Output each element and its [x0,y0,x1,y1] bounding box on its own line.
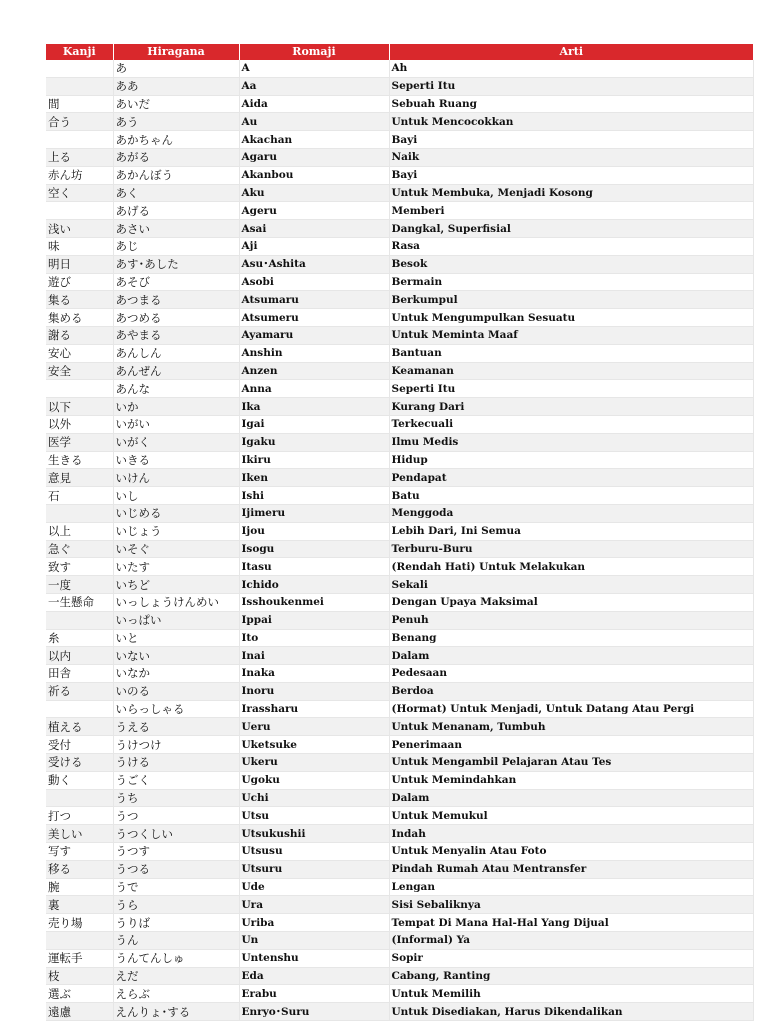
cell-romaji: Ueru [239,718,389,736]
cell-hiragana: あつめる [113,309,239,327]
cell-romaji: Utsu [239,807,389,825]
cell-arti: Indah [389,825,753,843]
cell-arti: Ah [389,60,753,77]
cell-hiragana: いっぱい [113,611,239,629]
cell-arti: Dalam [389,647,753,665]
header-kanji: Kanji [46,44,113,60]
cell-romaji: Atsumeru [239,309,389,327]
cell-romaji: Ito [239,629,389,647]
cell-kanji: 受ける [46,754,113,772]
cell-kanji: 植える [46,718,113,736]
cell-kanji: 糸 [46,629,113,647]
cell-romaji: Itasu [239,558,389,576]
cell-arti: Pedesaan [389,665,753,683]
cell-kanji: 以内 [46,647,113,665]
table-row [46,985,753,1003]
table-row [46,682,753,700]
cell-kanji [46,60,113,77]
cell-romaji: Agaru [239,148,389,166]
cell-hiragana: あかちゃん [113,131,239,149]
table-row [46,95,753,113]
cell-romaji: Aida [239,95,389,113]
cell-romaji: Inai [239,647,389,665]
cell-hiragana: うち [113,789,239,807]
cell-hiragana: えだ [113,967,239,985]
cell-kanji: 以上 [46,522,113,540]
cell-arti: Lebih Dari, Ini Semua [389,522,753,540]
cell-kanji: 打つ [46,807,113,825]
cell-romaji: Enryo･Suru [239,1003,389,1021]
cell-kanji [46,202,113,220]
cell-romaji: Aa [239,77,389,95]
cell-arti: Tempat Di Mana Hal-Hal Yang Dijual [389,914,753,932]
table-body [46,60,753,1021]
table-row [46,896,753,914]
cell-arti: Untuk Memilih [389,985,753,1003]
cell-kanji: 合う [46,113,113,131]
cell-hiragana: うら [113,896,239,914]
cell-arti: Untuk Mengumpulkan Sesuatu [389,309,753,327]
cell-hiragana: あんしん [113,344,239,362]
cell-hiragana: いじょう [113,522,239,540]
cell-romaji: Au [239,113,389,131]
cell-arti: Naik [389,148,753,166]
cell-romaji: Akanbou [239,166,389,184]
table-row [46,148,753,166]
cell-kanji [46,77,113,95]
cell-arti: Rasa [389,237,753,255]
cell-hiragana: いのる [113,682,239,700]
cell-hiragana: うんてんしゅ [113,949,239,967]
cell-romaji: Ude [239,878,389,896]
cell-kanji: 意見 [46,469,113,487]
table-row [46,362,753,380]
table-row [46,1003,753,1021]
cell-romaji: Ishi [239,487,389,505]
cell-hiragana: うつくしい [113,825,239,843]
cell-romaji: Ijimeru [239,504,389,522]
cell-arti: Seperti Itu [389,77,753,95]
table-row [46,647,753,665]
cell-arti: Bayi [389,131,753,149]
cell-romaji: Irassharu [239,700,389,718]
cell-arti: Seperti Itu [389,380,753,398]
cell-hiragana: いけん [113,469,239,487]
cell-kanji: 急ぐ [46,540,113,558]
cell-romaji: Ura [239,896,389,914]
cell-kanji: 浅い [46,220,113,238]
cell-hiragana: あそび [113,273,239,291]
cell-kanji: 安心 [46,344,113,362]
cell-romaji: Utsukushii [239,825,389,843]
table-row [46,736,753,754]
table-row [46,878,753,896]
cell-arti: Ilmu Medis [389,433,753,451]
cell-kanji: 移る [46,860,113,878]
table-row [46,166,753,184]
cell-arti: Lengan [389,878,753,896]
cell-arti: Hidup [389,451,753,469]
cell-arti: Penerimaan [389,736,753,754]
cell-hiragana: あいだ [113,95,239,113]
cell-arti: Sekali [389,576,753,594]
cell-kanji: 動く [46,771,113,789]
cell-romaji: Inoru [239,682,389,700]
cell-arti: Pindah Rumah Atau Mentransfer [389,860,753,878]
header-romaji: Romaji [239,44,389,60]
cell-romaji: Un [239,932,389,950]
cell-arti: Benang [389,629,753,647]
cell-romaji: Ippai [239,611,389,629]
cell-hiragana: あんぜん [113,362,239,380]
cell-romaji: Igai [239,415,389,433]
cell-arti: Untuk Memukul [389,807,753,825]
table-row [46,77,753,95]
cell-kanji: 明日 [46,255,113,273]
table-row [46,469,753,487]
table-row [46,398,753,416]
cell-hiragana: うえる [113,718,239,736]
cell-arti: Untuk Meminta Maaf [389,326,753,344]
cell-arti: Sisi Sebaliknya [389,896,753,914]
cell-romaji: Isshoukenmei [239,593,389,611]
cell-hiragana: うりば [113,914,239,932]
vocabulary-table [46,44,754,1021]
table-row [46,255,753,273]
table-row [46,504,753,522]
cell-arti: Kurang Dari [389,398,753,416]
table-row [46,700,753,718]
cell-hiragana: あんな [113,380,239,398]
table-header-row [46,44,753,60]
cell-arti: Untuk Mencocokkan [389,113,753,131]
table-row [46,433,753,451]
cell-romaji: Atsumaru [239,291,389,309]
cell-hiragana: いか [113,398,239,416]
cell-kanji: 上る [46,148,113,166]
cell-kanji: 祈る [46,682,113,700]
table-row [46,932,753,950]
cell-romaji: Iken [239,469,389,487]
table-row [46,825,753,843]
cell-romaji: Uchi [239,789,389,807]
cell-kanji: 遊び [46,273,113,291]
cell-kanji: 医学 [46,433,113,451]
cell-kanji: 生きる [46,451,113,469]
cell-hiragana: いらっしゃる [113,700,239,718]
cell-hiragana: えらぶ [113,985,239,1003]
table-row [46,914,753,932]
table-row [46,611,753,629]
cell-kanji: 売り場 [46,914,113,932]
cell-arti: Besok [389,255,753,273]
cell-hiragana: いきる [113,451,239,469]
cell-arti: Sebuah Ruang [389,95,753,113]
cell-kanji: 腕 [46,878,113,896]
cell-arti: Cabang, Ranting [389,967,753,985]
table-row [46,326,753,344]
cell-kanji: 集る [46,291,113,309]
table-row [46,576,753,594]
cell-hiragana: いっしょうけんめい [113,593,239,611]
table-row [46,967,753,985]
cell-kanji [46,789,113,807]
table-row [46,237,753,255]
cell-arti: Dengan Upaya Maksimal [389,593,753,611]
cell-kanji: 写す [46,843,113,861]
table-row [46,754,753,772]
cell-hiragana: いない [113,647,239,665]
cell-arti: Terkecuali [389,415,753,433]
table-row [46,771,753,789]
cell-hiragana: あかんぼう [113,166,239,184]
table-row [46,309,753,327]
cell-hiragana: あがる [113,148,239,166]
cell-hiragana: いがい [113,415,239,433]
cell-romaji: Ayamaru [239,326,389,344]
table-row [46,60,753,77]
cell-arti: Untuk Menyalin Atau Foto [389,843,753,861]
cell-hiragana: うつる [113,860,239,878]
cell-romaji: Erabu [239,985,389,1003]
cell-hiragana: いがく [113,433,239,451]
cell-kanji: 集める [46,309,113,327]
table-row [46,807,753,825]
cell-kanji: 間 [46,95,113,113]
cell-kanji: 田舎 [46,665,113,683]
table-row [46,487,753,505]
table-row [46,291,753,309]
table-row [46,843,753,861]
cell-kanji: 以外 [46,415,113,433]
cell-romaji: Ageru [239,202,389,220]
cell-romaji: Anshin [239,344,389,362]
cell-romaji: Asobi [239,273,389,291]
cell-romaji: Eda [239,967,389,985]
cell-hiragana: あう [113,113,239,131]
cell-kanji [46,700,113,718]
table-row [46,451,753,469]
cell-hiragana: うつ [113,807,239,825]
table-row [46,558,753,576]
cell-hiragana: いちど [113,576,239,594]
cell-arti: Keamanan [389,362,753,380]
cell-hiragana: あ [113,60,239,77]
cell-kanji: 遠慮 [46,1003,113,1021]
table-row [46,415,753,433]
table-row [46,273,753,291]
cell-romaji: Anna [239,380,389,398]
cell-kanji: 致す [46,558,113,576]
cell-romaji: Ijou [239,522,389,540]
table-row [46,131,753,149]
cell-hiragana: あく [113,184,239,202]
cell-hiragana: いなか [113,665,239,683]
cell-romaji: Ichido [239,576,389,594]
cell-romaji: Anzen [239,362,389,380]
table-row [46,522,753,540]
cell-romaji: Asu･Ashita [239,255,389,273]
cell-arti: Memberi [389,202,753,220]
cell-kanji: 選ぶ [46,985,113,1003]
cell-romaji: Asai [239,220,389,238]
cell-romaji: Utsusu [239,843,389,861]
cell-romaji: Igaku [239,433,389,451]
table-row [46,344,753,362]
cell-kanji: 石 [46,487,113,505]
cell-kanji [46,611,113,629]
cell-kanji: 受付 [46,736,113,754]
cell-romaji: Aku [239,184,389,202]
cell-romaji: Ika [239,398,389,416]
cell-hiragana: いそぐ [113,540,239,558]
cell-kanji: 一度 [46,576,113,594]
cell-arti: Bayi [389,166,753,184]
cell-kanji: 枝 [46,967,113,985]
table-row [46,540,753,558]
cell-romaji: Utsuru [239,860,389,878]
table-row [46,113,753,131]
cell-arti: Untuk Menanam, Tumbuh [389,718,753,736]
cell-arti: Menggoda [389,504,753,522]
cell-arti: Bantuan [389,344,753,362]
cell-hiragana: いし [113,487,239,505]
cell-arti: Terburu-Buru [389,540,753,558]
cell-kanji: 謝る [46,326,113,344]
cell-romaji: A [239,60,389,77]
cell-arti: Batu [389,487,753,505]
cell-arti: (Rendah Hati) Untuk Melakukan [389,558,753,576]
cell-kanji [46,131,113,149]
cell-hiragana: うつす [113,843,239,861]
cell-kanji: 裏 [46,896,113,914]
cell-hiragana: うけつけ [113,736,239,754]
cell-arti: (Informal) Ya [389,932,753,950]
cell-hiragana: あやまる [113,326,239,344]
header-hiragana: Hiragana [113,44,239,60]
cell-hiragana: うごく [113,771,239,789]
cell-romaji: Uketsuke [239,736,389,754]
table-row [46,718,753,736]
cell-kanji: 以下 [46,398,113,416]
table-row [46,593,753,611]
cell-arti: (Hormat) Untuk Menjadi, Untuk Datang Atau Pergi [389,700,753,718]
cell-arti: Berkumpul [389,291,753,309]
cell-hiragana: あす･あした [113,255,239,273]
cell-hiragana: いじめる [113,504,239,522]
cell-arti: Dalam [389,789,753,807]
cell-arti: Untuk Mengambil Pelajaran Atau Tes [389,754,753,772]
cell-kanji: 空く [46,184,113,202]
cell-arti: Pendapat [389,469,753,487]
table-row [46,380,753,398]
cell-hiragana: あつまる [113,291,239,309]
table-row [46,665,753,683]
cell-kanji [46,932,113,950]
table-row [46,202,753,220]
cell-hiragana: いたす [113,558,239,576]
cell-romaji: Ugoku [239,771,389,789]
cell-hiragana: あさい [113,220,239,238]
cell-hiragana: うける [113,754,239,772]
cell-romaji: Ukeru [239,754,389,772]
cell-romaji: Isogu [239,540,389,558]
cell-arti: Bermain [389,273,753,291]
table-row [46,789,753,807]
cell-kanji: 美しい [46,825,113,843]
cell-romaji: Uriba [239,914,389,932]
cell-hiragana: えんりょ･する [113,1003,239,1021]
cell-kanji [46,504,113,522]
cell-hiragana: あげる [113,202,239,220]
table-row [46,220,753,238]
cell-arti: Sopir [389,949,753,967]
cell-kanji [46,380,113,398]
cell-romaji: Aji [239,237,389,255]
cell-kanji: 運転手 [46,949,113,967]
cell-romaji: Inaka [239,665,389,683]
cell-kanji: 赤ん坊 [46,166,113,184]
table-row [46,860,753,878]
cell-arti: Penuh [389,611,753,629]
cell-arti: Untuk Membuka, Menjadi Kosong [389,184,753,202]
cell-romaji: Akachan [239,131,389,149]
cell-arti: Berdoa [389,682,753,700]
cell-kanji: 安全 [46,362,113,380]
cell-arti: Dangkal, Superfisial [389,220,753,238]
cell-kanji: 味 [46,237,113,255]
header-arti: Arti [389,44,753,60]
cell-hiragana: ああ [113,77,239,95]
table-row [46,629,753,647]
cell-hiragana: あじ [113,237,239,255]
cell-hiragana: うで [113,878,239,896]
cell-kanji: 一生懸命 [46,593,113,611]
table-row [46,184,753,202]
cell-arti: Untuk Disediakan, Harus Dikendalikan [389,1003,753,1021]
table-row [46,949,753,967]
cell-romaji: Ikiru [239,451,389,469]
cell-romaji: Untenshu [239,949,389,967]
cell-hiragana: いと [113,629,239,647]
cell-arti: Untuk Memindahkan [389,771,753,789]
cell-hiragana: うん [113,932,239,950]
